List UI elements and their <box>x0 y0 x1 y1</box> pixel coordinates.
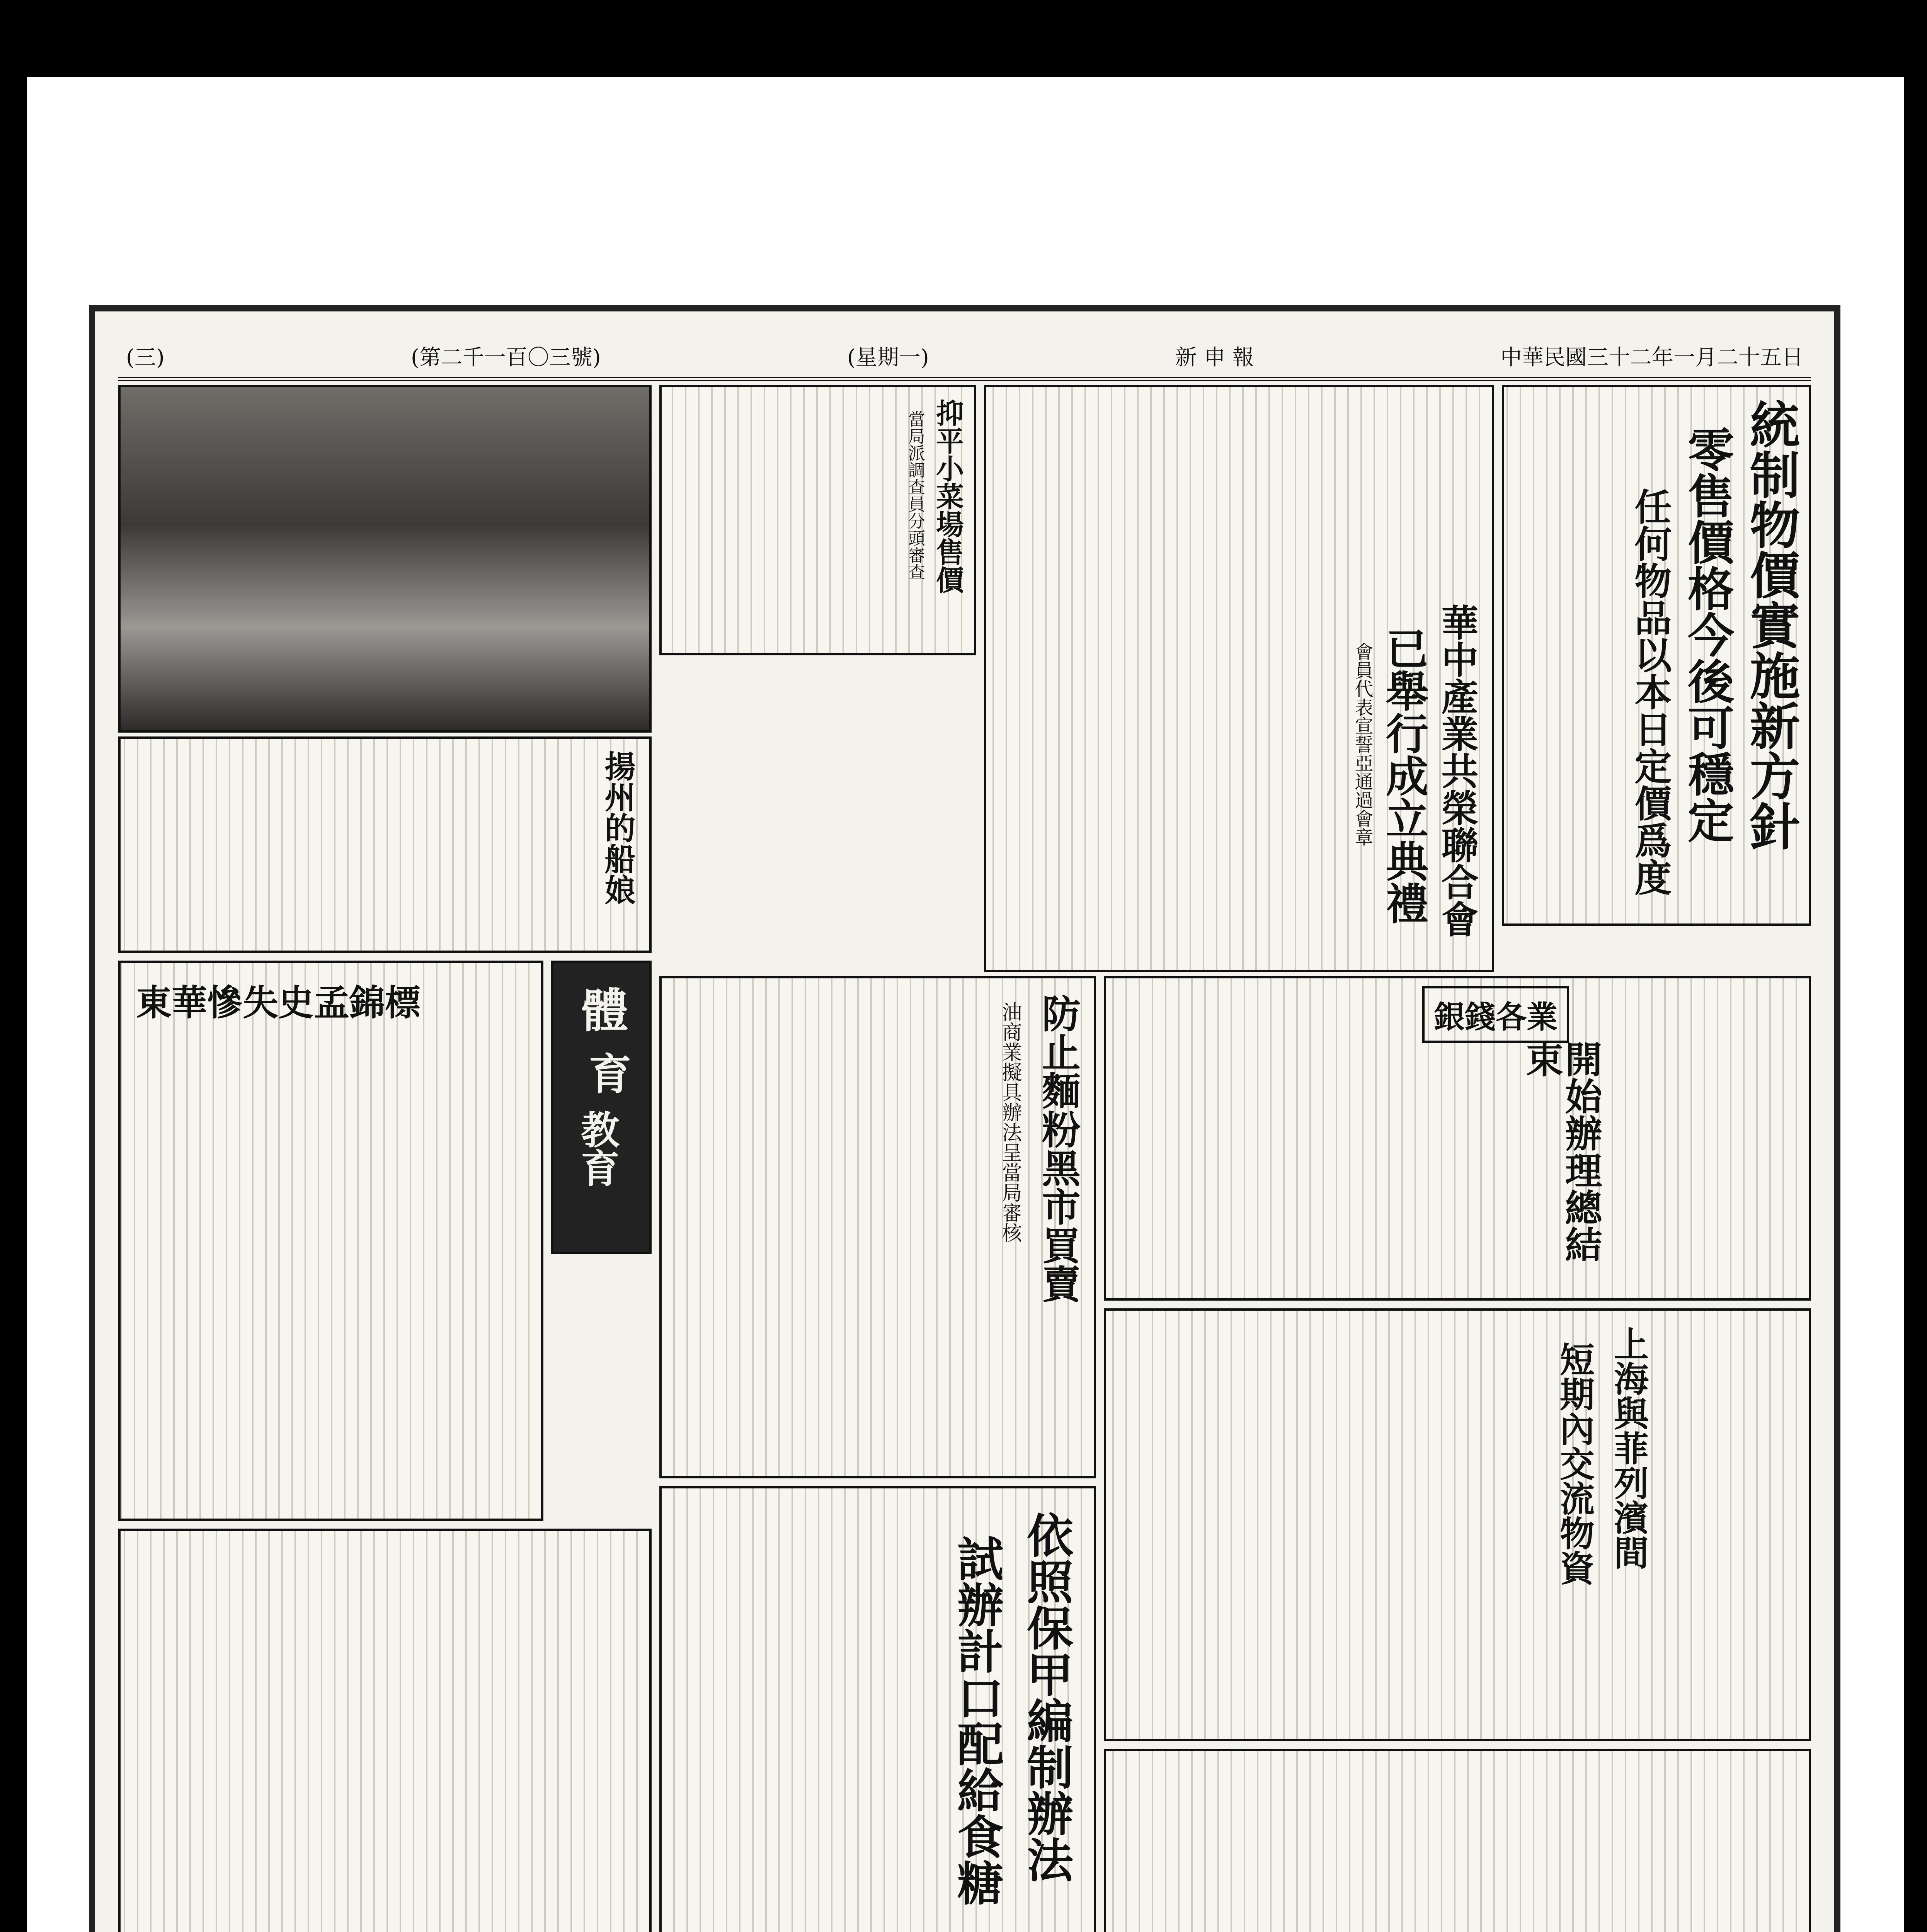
yangzhou-headline: 揚州的船娘 <box>599 750 636 905</box>
lead-headline: 統制物價實施新方針 <box>1741 399 1801 851</box>
shanghai-headline: 上海與菲列濱間 <box>1608 1326 1649 1570</box>
weekday: (星期一) <box>847 345 929 370</box>
baojia-subhead: 試辦計口配給食糖 <box>950 1535 1004 1906</box>
lead-subhead2: 任何物品以本日定價爲度 <box>1629 488 1672 896</box>
page-number: (三) <box>126 345 165 370</box>
misc-article-right <box>1104 1749 1811 1932</box>
issue-number: (第二千一百〇三號) <box>411 345 601 370</box>
scan-left-border <box>0 0 27 1932</box>
scan-right-border <box>1904 0 1927 1932</box>
central-china-subhead2: 會員代表宣誓亞通過會章 <box>1352 642 1373 846</box>
shanghai-subhead: 短期內交流物資 <box>1554 1342 1595 1585</box>
central-china-headline: 華中產業共榮聯合會 <box>1435 604 1479 937</box>
sports-headline: 東華慘失史孟錦標 <box>136 982 421 1024</box>
rice-shop-headline: 抑平小菜場售價 <box>931 399 964 594</box>
shanghai-article <box>1104 1308 1811 1741</box>
newspaper-page <box>89 305 1840 1932</box>
scan-top-border <box>0 0 1927 77</box>
flour-article <box>659 976 1096 1478</box>
misc-article-left <box>118 1529 652 1932</box>
yangzhou-article <box>118 736 652 953</box>
rice-shop-article <box>659 385 976 655</box>
baojia-article <box>659 1486 1096 1932</box>
sports-logo-text2: 育 <box>582 1052 632 1094</box>
issue-date: 中華民國三十二年一月二十五日 <box>1500 345 1803 370</box>
flour-subhead: 油商業擬具辦法呈當局審核 <box>998 1002 1021 1243</box>
paper-name: 新 申 報 <box>1175 345 1254 370</box>
lead-article <box>1502 385 1811 926</box>
central-china-subhead: 已舉行成立典禮 <box>1379 627 1429 924</box>
sports-logo-text3: 教育 <box>574 1110 620 1187</box>
sports-article <box>118 961 543 1521</box>
banks-subhead: 開始辦理總結束 <box>1520 1040 1603 1263</box>
banks-article <box>1104 976 1811 1301</box>
river-photo <box>118 385 652 733</box>
rice-shop-subhead: 當局派調查員分頭審查 <box>905 410 925 580</box>
masthead <box>118 335 1811 381</box>
lead-subhead1: 零售價格今後可穩定 <box>1680 426 1735 843</box>
sports-logo <box>551 961 652 1254</box>
baojia-headline: 依照保甲編制辦法 <box>1019 1512 1074 1883</box>
sports-logo-text: 體 <box>574 986 628 1032</box>
central-china-article <box>984 385 1494 972</box>
flour-headline: 防止麵粉黑市買賣 <box>1035 994 1081 1303</box>
banks-headline: 銀錢各業 <box>1422 986 1569 1043</box>
